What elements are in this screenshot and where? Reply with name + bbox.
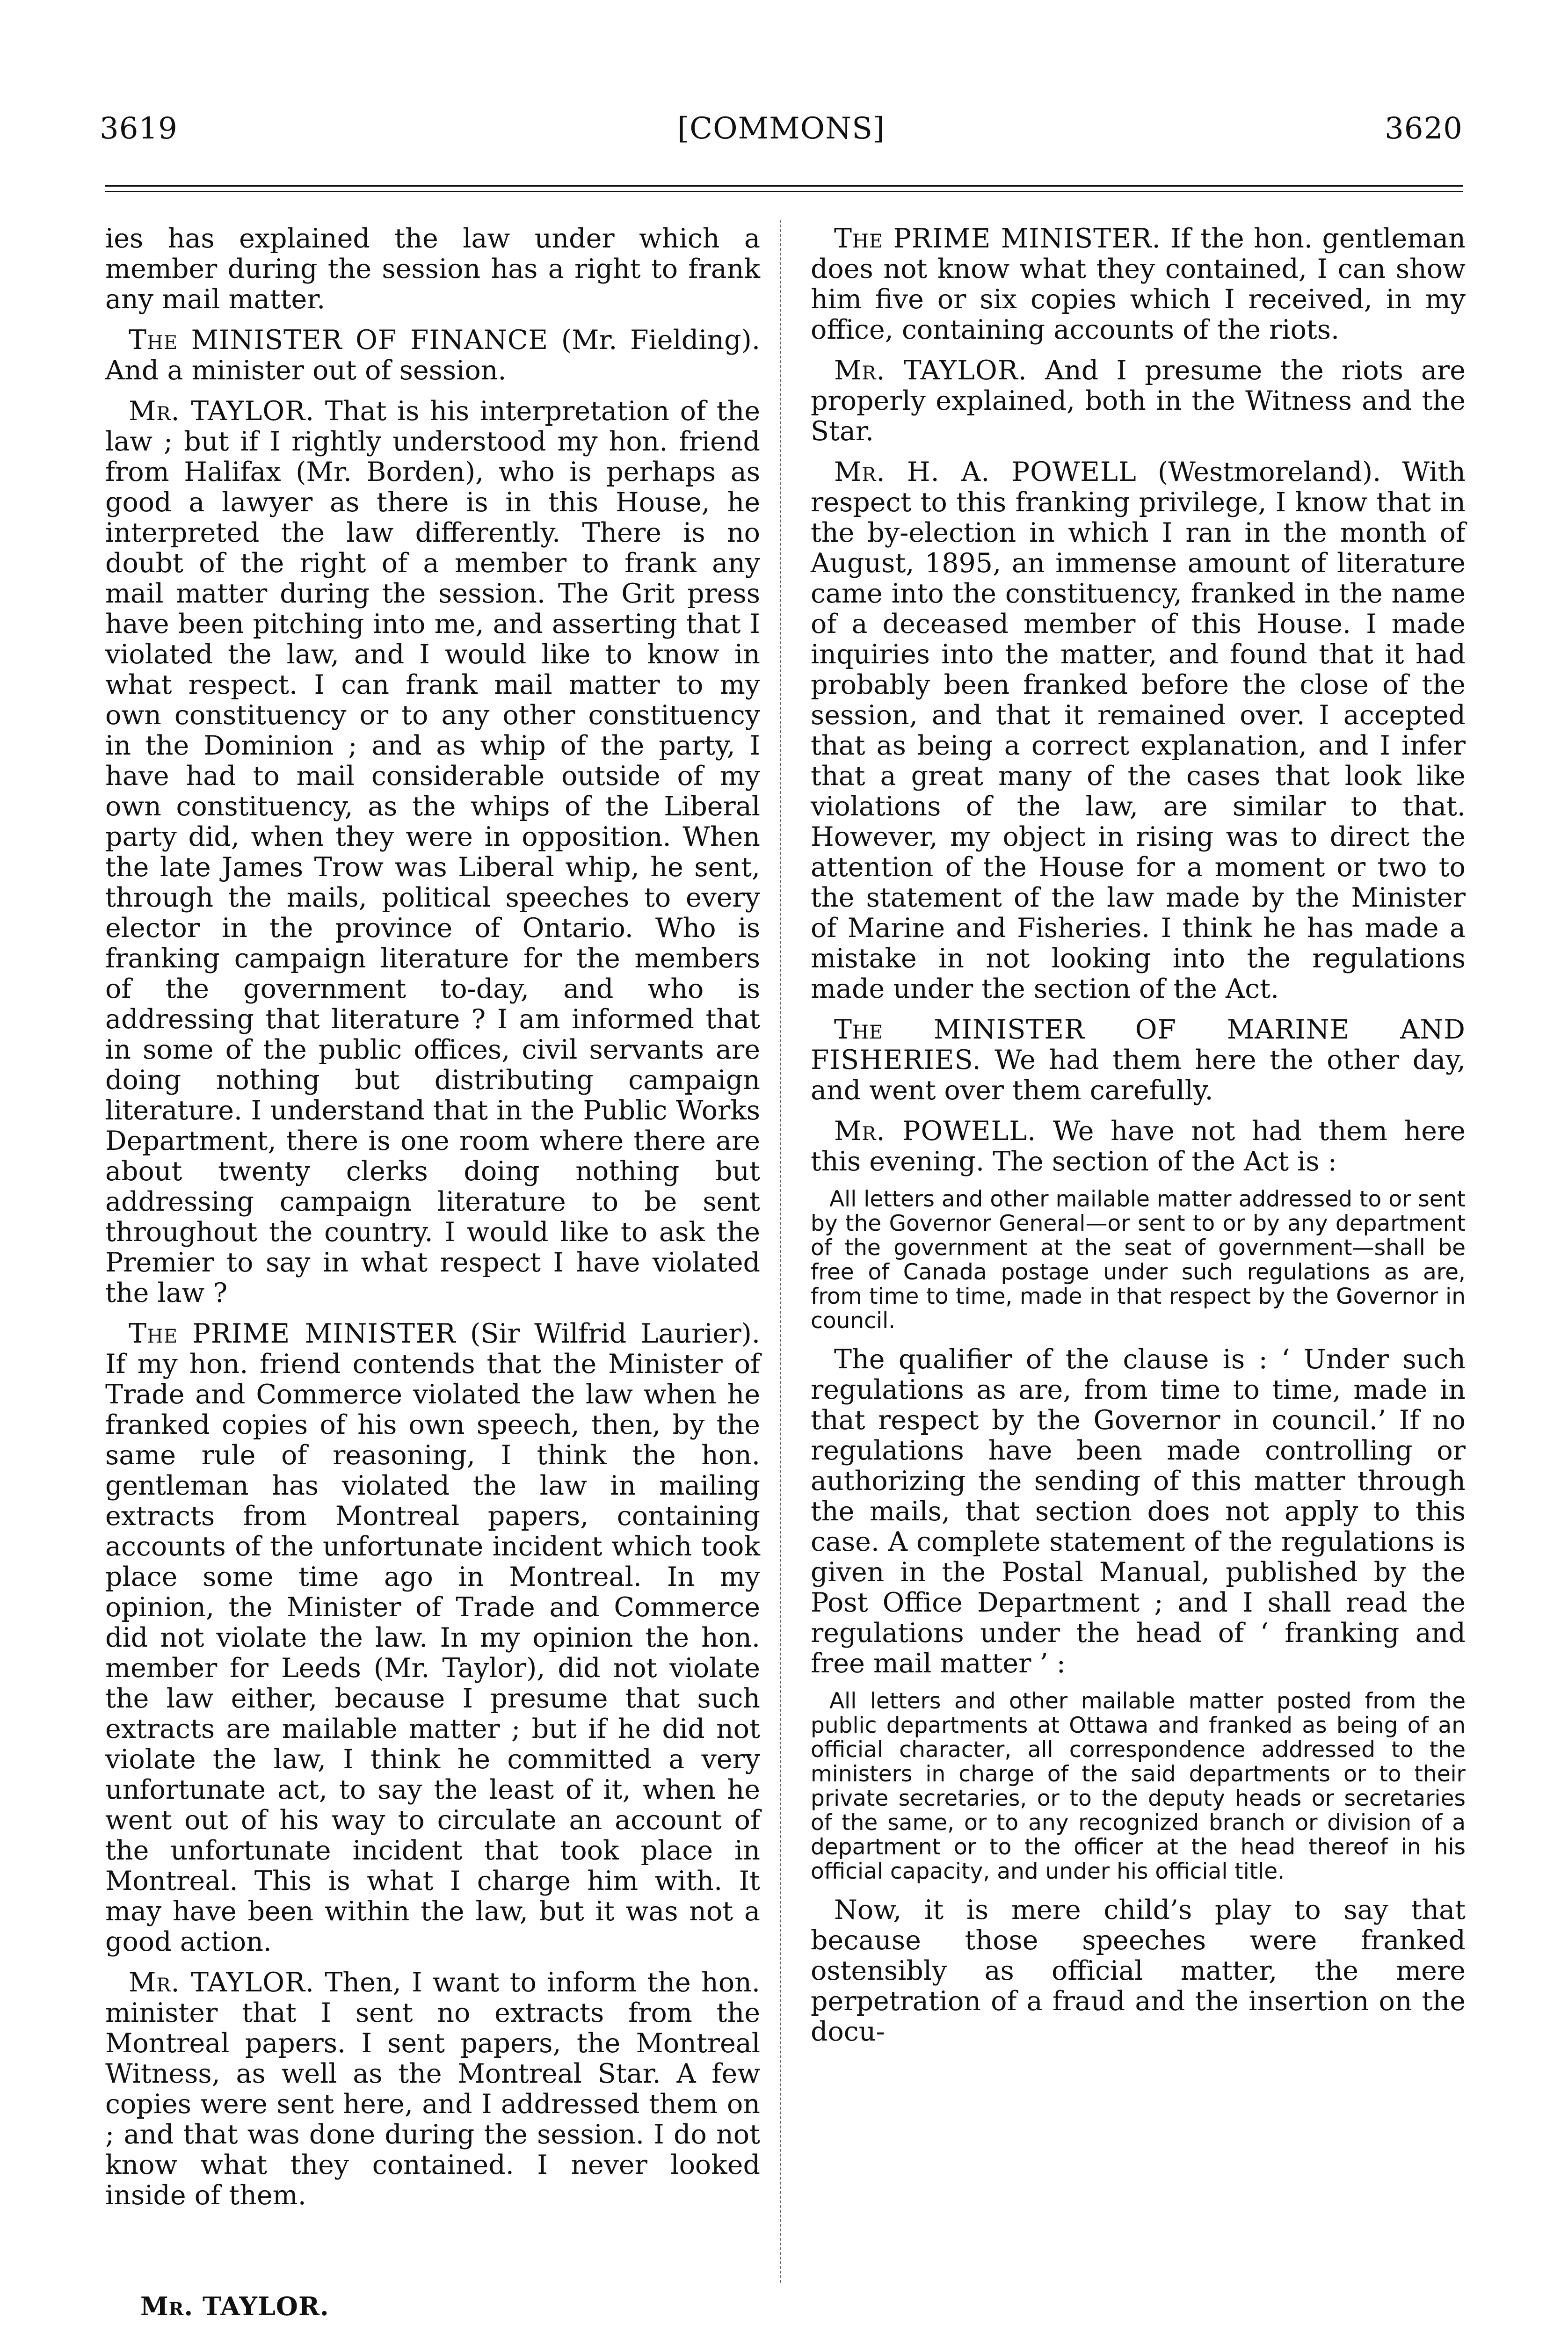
- speaker-name: Mr. TAYLOR.: [129, 1967, 314, 1998]
- quoted-statute: [811, 1689, 1466, 1884]
- speaker-name: The PRIME MINISTER.: [834, 223, 1161, 254]
- speech-text: We have not had them here this evening. The section of the Act is :: [811, 1116, 1466, 1177]
- speaker-name: Mr. TAYLOR.: [129, 396, 315, 427]
- paragraph: [105, 224, 760, 315]
- paragraph: [811, 457, 1466, 1004]
- speaker-name: The PRIME MINISTER: [129, 1318, 456, 1349]
- speech-text: (Westmoreland). With respect to this franking privilege, I know that in the by-election in which I ran in the month of August, 1895, an immense amount of literature came into the constituency, franked in the name of a deceased member of this House. I made inquiries into the matter, and found that it had probably been franked before the close of the session, and that it remained over. I accepted that as being a correct explanation, and I infer that a great many of the cases that look like violations of the law, are similar to that. However, my object in rising was to direct the attention of the House for a moment or two to the statement of the law made by the Minister of Marine and Fisheries. I think he has made a mistake in not looking into the regulations made under the section of the Act.: [811, 457, 1466, 1004]
- speech-text: (Sir Wilfrid Laurier). If my hon. friend contends that the Minister of Trade and Commerce violated the law when he franked copies of his own speech, then, by the same rule of reasoning, I think the hon. gentleman has violated the law in mailing extracts from Montreal papers, containing accounts of the unfortunate incident which took place some time ago in Montreal. In my opinion, the Minister of Trade and Commerce did not violate the law. In my opinion the hon. member for Leeds (Mr. Taylor), did not violate the law either, because I presume that such extracts are mailable matter ; but if he did not violate the law, I think he committed a very unfortunate act, to say the least of it, when he went out of his way to circulate an account of the unfortunate incident that took place in Montreal. This is what I charge him with. It may have been within the law, but it was not a good action.: [105, 1318, 760, 1957]
- paragraph: [811, 356, 1466, 447]
- quoted-statute: [811, 1187, 1466, 1333]
- speaker-name: Mr. TAYLOR.: [834, 355, 1027, 386]
- left-page-number: 3619: [100, 111, 178, 146]
- speaker-name: The MINISTER OF FINANCE: [129, 325, 549, 356]
- paragraph: [105, 1968, 760, 2211]
- paragraph: [105, 325, 760, 386]
- speech-text: (Mr. Fielding). And a minister out of session.: [105, 325, 760, 386]
- paragraph: [811, 224, 1466, 345]
- speech-text: Then, I want to inform the hon. minister that I sent no extracts from the Montreal papers. I sent papers, the Montreal Witness, as well as the Montreal Star. A few copies were sent here, and I addressed them on ; and that was done during the session. I do not know what they contained. I never looked inside of them.: [105, 1967, 760, 2211]
- speech-text: Now, it is mere child’s play to say that because those speeches were franked ostensibly as official matter, the mere perpetration of a fraud and the insertion on the docu-: [811, 1895, 1466, 2047]
- left-column: [105, 224, 760, 2221]
- page-title: [COMMONS]: [677, 111, 885, 146]
- column-divider: [780, 220, 781, 2283]
- page-header: [100, 111, 1463, 167]
- paragraph: [811, 1895, 1466, 2047]
- paragraph: [811, 1344, 1466, 1679]
- speech-text: That is his interpretation of the law ; but if I rightly understood my hon. friend from Halifax (Mr. Borden), who is perhaps as good a lawyer as there is in this House, he interpreted the law differently. There is no doubt of the right of a member to frank any mail matter during the session. The Grit press have been pitching into me, and asserting that I violated the law, and I would like to know in what respect. I can frank mail matter to my own constituency or to any other constituency in the Dominion ; and as whip of the party, I have had to mail considerable outside of my own constituency, as the whips of the Liberal party did, when they were in opposition. When the late James Trow was Liberal whip, he sent, through the mails, political speeches to every elector in the province of Ontario. Who is franking campaign literature for the members of the government to-day, and who is addressing that literature ? I am informed that in some of the public offices, civil servants are doing nothing but distributing campaign literature. I understand that in the Public Works Department, there is one room where there are about twenty clerks doing nothing but addressing campaign literature to be sent throughout the country. I would like to ask the Premier to say in what respect I have violated the law ?: [105, 396, 760, 1308]
- speech-text: And I presume the riots are properly explained, both in the Witness and the Star.: [811, 355, 1466, 447]
- right-column: [811, 224, 1466, 2057]
- speech-text: We had them here the other day, and went over them carefully.: [811, 1045, 1466, 1106]
- right-page-number: 3620: [1385, 111, 1463, 146]
- speech-text: ies has explained the law under which a member during the session has a right to frank any mail matter.: [105, 223, 760, 315]
- paragraph: [811, 1015, 1466, 1106]
- paragraph: [105, 396, 760, 1308]
- speaker-name: The MINISTER OF MARINE AND FISHERIES.: [811, 1014, 1466, 1075]
- paragraph: [811, 1116, 1466, 1177]
- header-rule-thin: [105, 191, 1463, 192]
- paragraph: [105, 1319, 760, 1957]
- footer-speaker: Mr. TAYLOR.: [140, 2291, 329, 2321]
- speaker-name: Mr. H. A. POWELL: [834, 457, 1137, 487]
- speech-text: All letters and other mailable matter posted from the public departments at Ottawa and franked as being of an official character, all correspondence addressed to the ministers in charge of the said departments or to their private secretaries, or to the deputy heads or secretaries of the same, or to any recognized branch or division of a department or to the officer at the head thereof in his official capacity, and under his official title.: [811, 1688, 1466, 1884]
- speech-text: If the hon. gentleman does not know what they contained, I can show him five or six copies which I received, in my office, containing accounts of the riots.: [811, 223, 1466, 345]
- speaker-name: Mr. POWELL.: [834, 1116, 1037, 1147]
- speech-text: The qualifier of the clause is : ‘ Under such regulations as are, from time to time, made in that respect by the Governor in council.’ If no regulations have been made controlling or authorizing the sending of this matter through the mails, that section does not apply to this case. A complete statement of the regulations is given in the Postal Manual, published by the Post Office Department ; and I shall read the regulations under the head of ‘ franking and free mail matter ’ :: [811, 1344, 1466, 1679]
- header-rule-thick: [105, 185, 1463, 187]
- speech-text: All letters and other mailable matter addressed to or sent by the Governor General—or sent to or by any department of the government at the seat of government—shall be free of Canada postage under such regulations as are, from time to time, made in that respect by the Governor in council.: [811, 1186, 1466, 1334]
